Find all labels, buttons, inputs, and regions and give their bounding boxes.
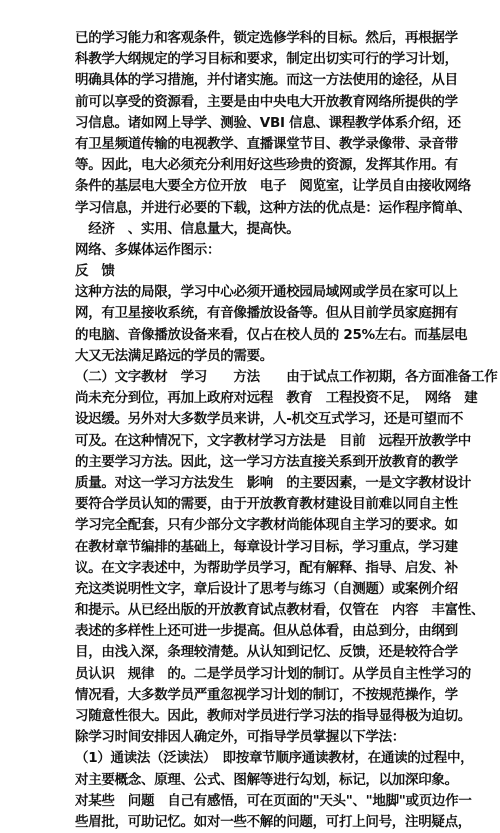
text-line: 尚未充分到位，再加上政府对远程 教育 工程投资不足， 网络 建 xyxy=(75,390,478,407)
text-line: 习信息。诸如网上导学、测验、VBI 信息、课程教学体系介绍，还 xyxy=(75,114,461,131)
text-line: 明确具体的学习措施，并付诸实施。而这一方法使用的途径，从目 xyxy=(75,72,458,89)
text-line: 要符合学员认知的需要，由于开放教育教材建设目前难以同自主性 xyxy=(75,496,458,513)
text-line: 反 馈 xyxy=(75,263,115,280)
text-line: 议。在文字表述中，为帮助学员学习，配有解释、指导、启发、补 xyxy=(75,559,458,576)
text-line: 和提示。从已经出版的开放教育试点教材看，仅管在 内容 丰富性、 xyxy=(75,602,485,619)
text-line: 的电脑、音像播放设备来看，仅占在校人员的 25%左右。而基层电 xyxy=(75,326,468,343)
text-line: 等。因此，电大必须充分利用好这些珍贵的资源，发挥其作用。有 xyxy=(75,157,458,174)
text-line: 大又无法满足路远的学员的需要。 xyxy=(75,347,273,364)
text-line: （二）文字教材 学习 方法 由于试点工作初期，各方面准备工作 xyxy=(75,369,498,385)
text-line: 经济 、实用、信息量大，提高快。 xyxy=(75,220,300,237)
text-line: （1）通读法（泛读法） 即按章节顺序通读教材，在通读的过程中， xyxy=(75,750,474,767)
text-line: 有卫星频道传输的电视教学、直播课堂节目、教学录像带、录音带 xyxy=(75,135,458,152)
text-line: 前可以享受的资源看，主要是由中央电大开放教育网络所提供的学 xyxy=(75,93,458,110)
text-line: 充这类说明性文字，章后设计了思考与练习（自测题）或案例介绍 xyxy=(75,580,458,597)
text-line: 情况看，大多数学员严重忽视学习计划的制订，不按规范操作，学 xyxy=(75,686,458,703)
text-line: 员认识 规律 的。二是学员学习计划的制订。从学员自主性学习的 xyxy=(75,665,471,682)
text-line: 科教学大纲规定的学习目标和要求，制定出切实可行的学习计划， xyxy=(75,51,458,68)
text-line: 质量。对这一学习方法发生 影响 的主要因素，一是文字教材设计 xyxy=(75,474,471,491)
body-text xyxy=(75,28,498,833)
text-line: 对某些 问题 自己有感悟，可在页面的"天头"、"地脚"或页边作一 xyxy=(75,792,472,809)
text-line: 设迟缓。另外对大多数学员来讲，人-机交互式学习，还是可望而不 xyxy=(75,411,464,428)
text-line: 网络、多媒体运作图示： xyxy=(75,241,221,258)
text-line: 在教材章节编排的基础上，每章设计学习目标，学习重点，学习建 xyxy=(75,538,458,555)
text-line: 表述的多样性上还可进一步提高。但从总体看，由总到分，由纲到 xyxy=(75,623,458,640)
text-line: 学习信息，并进行必要的下载，这种方法的优点是：运作程序简单、 xyxy=(75,199,471,216)
text-line: 的主要学习方法。因此，这一学习方法直接关系到开放教育的教学 xyxy=(75,453,458,470)
text-line: 对主要概念、原理、公式、图解等进行勾划，标记，以加深印象。 xyxy=(75,771,458,788)
text-line: 网，有卫星接收系统，有音像播放设备等。但从目前学员家庭拥有 xyxy=(75,305,458,322)
text-line: 学习完全配套，只有少部分文字教材尚能体现自主学习的要求。如 xyxy=(75,517,458,534)
text-line: 些眉批，可助记忆。如对一些不解的问题，可打上问号，注明疑点， xyxy=(75,813,471,830)
text-line: 可及。在这种情况下，文字教材学习方法是 目前 远程开放教学中 xyxy=(75,432,471,449)
text-line: 这种方法的局限，学习中心必须开通校园局域网或学员在家可以上 xyxy=(75,284,458,301)
text-line: 条件的基层电大要全方位开放 电子 阅览室，让学员自由接收网络 xyxy=(75,178,471,195)
text-line: 已的学习能力和客观条件，锁定选修学科的目标。然后，再根据学 xyxy=(75,30,458,46)
text-line: 习随意性很大。因此，教师对学员进行学习法的指导显得极为迫切。 xyxy=(75,708,471,724)
text-line: 除学习时间安排因人确定外，可指导学员掌握以下学法： xyxy=(75,729,405,746)
text-line: 目，由浅入深，条理较清楚。从认知到记忆、反馈，还是较符合学 xyxy=(75,644,458,661)
